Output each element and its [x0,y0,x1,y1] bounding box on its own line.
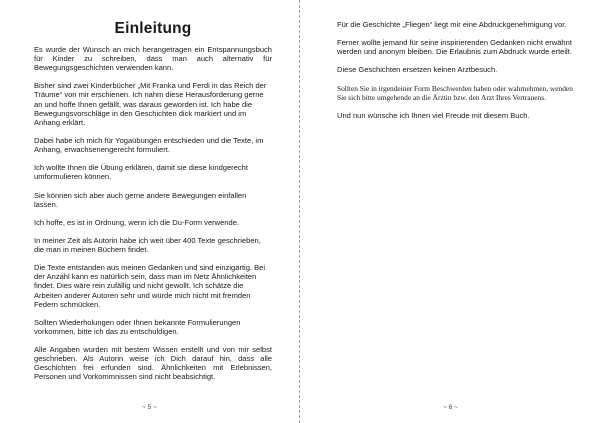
paragraph: Sollten Wiederholungen oder Ihnen bekannte Formulierungen vorkommen, bitte ich das zu entschuldigen. [34,317,241,336]
paragraph: Für die Geschichte „Fliegen“ liegt mir eine Abdruckgenehmigung vor. [337,20,567,29]
paragraph: Ich hoffe, es ist in Ordnung, wenn ich die Du-Form verwende. [34,217,239,227]
left-page-content [34,20,272,391]
paragraph: Ich wollte Ihnen die Übung erklären, damit sie diese kindgerecht umformulieren können. [34,163,248,182]
paragraph: Und nun wünsche ich Ihnen viel Freude mit diesem Buch. [337,110,530,120]
page-number: ~ 5 ~ [142,404,157,411]
paragraph: In meiner Zeit als Autorin habe ich weit über 400 Texte geschrieben, die man in meinen Büchern findet. [34,235,261,255]
paragraph: Sollten Sie in irgendeiner Form Beschwerden haben oder wahrnehmen, wenden Sie sich bitte umgehende an die Ärztin bzw. den Arzt Ihres Vertrauens. [337,83,573,102]
paragraph: Die Texte entstanden aus meinen Gedanken und sind einzigartig. Bei der Anzahl kann es natürlich sein, dass man im Netz Ähnlichkeiten findet. Dies wäre rein zufällig und nicht gewollt. Ich schätze die Arbeiten anderer Autoren sehr und würde mich nicht mit fremden Federn schmücken. [34,263,266,309]
paragraph: Ferner wollte jemand für seine inspirierenden Gedanken nicht erwähnt werden und anonym bleiben. Die Erlaubnis zum Abdruck wurde erteilt. [337,38,572,57]
left-page [0,0,299,423]
paragraph: Bisher sind zwei Kinderbücher „Mit Franka und Ferdi in das Reich der Träume“ von mir erschienen. Ich nahm diese Herausforderung gerne an und hoffe Ihnen gefällt, was daraus geworden ist. Ich habe die Bewegungsvorschläge in den Geschichten dick markiert und im Anhang erklärt. [34,81,267,127]
paragraph: Es wurde der Wunsch an mich herangetragen ein Entspannungsbuch für Kinder zu schreiben, dass man auch alternativ für Bewegungsgeschichten verwenden kann. [34,45,272,73]
right-page [301,0,600,423]
paragraph: Sie können sich aber auch gerne andere Bewegungen einfallen lassen. [34,190,247,209]
right-page-content [337,20,575,129]
paragraph: Diese Geschichten ersetzen keinen Arztbesuch. [337,65,498,75]
page-divider [299,0,300,423]
page-number: ~ 6 ~ [443,404,458,411]
paragraph: Alle Angaben wurden mit bestem Wissen erstellt und von mir selbst geschrieben. Als Autorin weise ich Dich darauf hin, dass alle Geschichten frei erfunden sind. Ähnlichkeiten mit Erlebnissen, Personen und Vorkommnissen sind nicht beabsichtigt. [34,345,272,382]
page-title: Einleitung [114,20,192,37]
paragraph: Dabei habe ich mich für Yogaübungen entschieden und die Texte, im Anhang, erwachsenengerecht formuliert. [34,135,264,155]
